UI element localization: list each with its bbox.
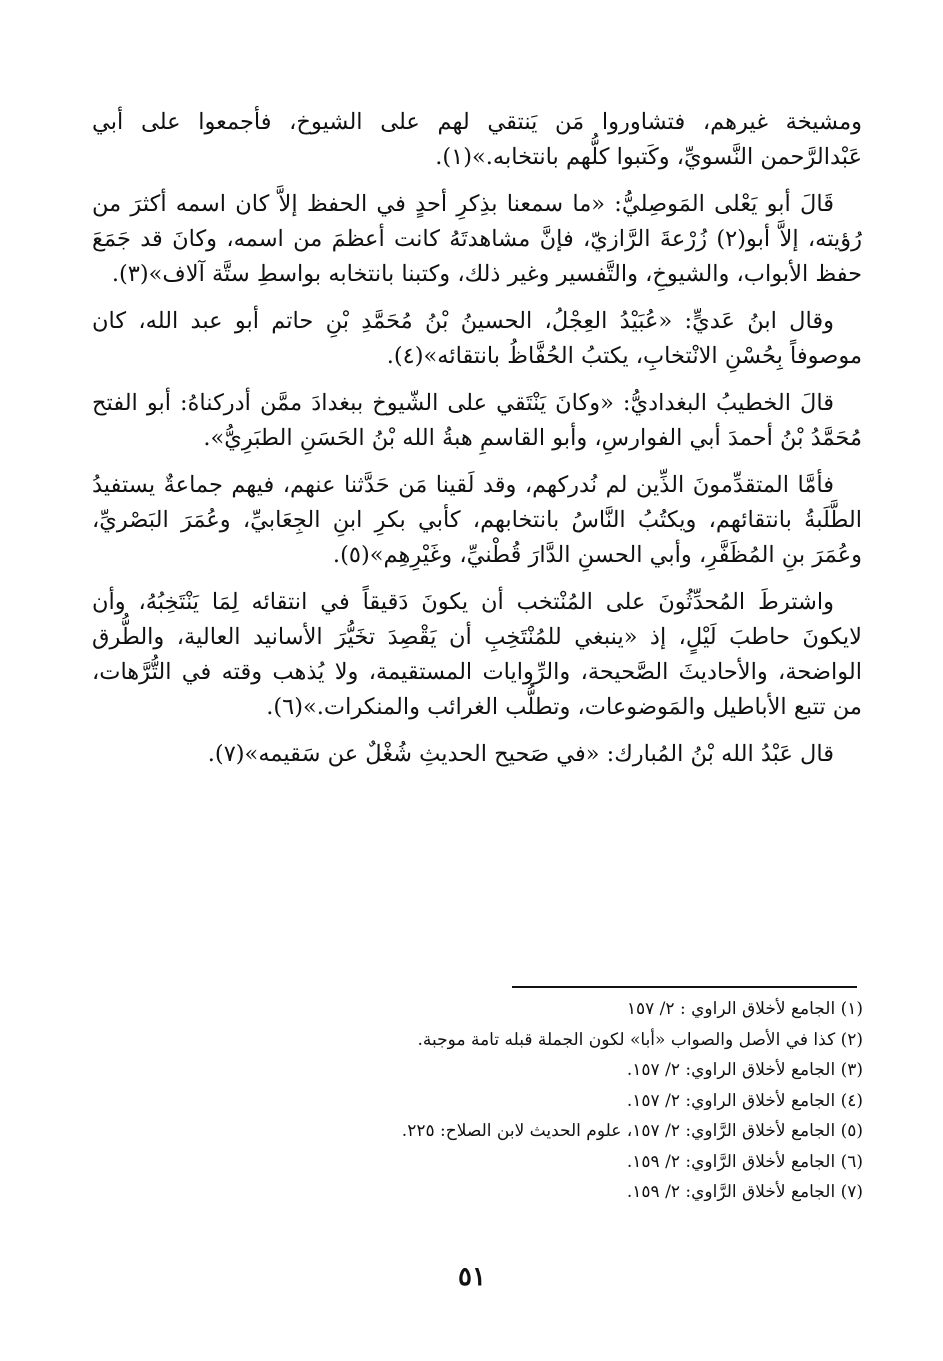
paragraph-5: فأمَّا المتقدِّمونَ الذِّين لم نُدركهم، وقد لَقينا مَن حَدَّثنا عنهم، فيهم جماعةٌ يستفيدُ الطَّلَبةُ بانتقائهم، ويكتُبُ النَّاسُ بانتخابهم، كأبي بكرِ ابنِ الجِعَابيِّ، وعُمَرَ البَصْريِّ، وعُمَرَ بنِ المُظَفَّرِ، وأبي الحسنِ الدَّارَ قُطْنيِّ، وغَيْرِهِم»(٥). xyxy=(92,472,862,568)
footnote-7: (٧) الجامع لأخلاق الرَّاوي: ٢/ ١٥٩. xyxy=(626,1182,863,1202)
paragraph-1: ومشيخة غيرهم، فتشاوروا مَن يَنتقي لهم على الشيوخ، فأجمعوا على أبي عَبْدالرَّحمن النَّسويِّ، وكَتبوا كلُّهم بانتخابه.»(١). xyxy=(92,109,862,170)
footnote-3: (٣) الجامع لأخلاق الراوي: ٢/ ١٥٧. xyxy=(626,1060,863,1080)
paragraph-2: قَالَ أبو يَعْلى المَوصِليُّ: «ما سمعنا بذِكرِ أحدٍ في الحفظ إلاَّ كان اسمه أكثرَ من رُؤيته، إلاَّ أبو(٢) زُرْعةَ الرَّازيّ، فإنَّ مشاهدتَهُ كانت أعظمَ من اسمه، وكانَ قد جَمَعَ حفظ الأبواب، والشيوخِ، والتَّفسير وغير ذلك، وكتبنا بانتخابه بواسطِ ستَّة آلاف»(٣). xyxy=(92,191,862,287)
footnote-4: (٤) الجامع لأخلاق الراوي: ٢/ ١٥٧. xyxy=(626,1090,863,1111)
main-text-body xyxy=(92,105,862,772)
footnote-6: (٦) الجامع لأخلاق الرَّاوي: ٢/ ١٥٩. xyxy=(626,1151,863,1172)
paragraph-7: قال عَبْدُ الله بْنُ المُبارك: «في صَحيح الحديثِ شُغْلٌ عن سَقيمه»(٧). xyxy=(207,741,834,767)
paragraph-6: واشترطَ المُحدِّثُونَ على المُنْتخب أن يكونَ دَقيقاً في انتقائه لِمَا يَنْتَخِبُهُ، وأن لايكونَ حاطبَ لَيْلٍ، إذ «ينبغي للمُنْتَخِبِ أن يَقْصِدَ تخَيُّرَ الأسانيد العالية، والطُّرق الواضحة، والأحاديثَ الصَّحيحة، والرِّوايات المستقيمة، ولا يُذهب وقته في التُّرَّهات، من تتبع الأباطيل والمَوضوعات، وتطلُّب الغرائب والمنكرات.»(٦). xyxy=(92,589,862,720)
footnote-2: (٢) كذا في الأصل والصواب «أبا» لكون الجملة قبله تامة موجبة. xyxy=(417,1029,863,1050)
footnote-5: (٥) الجامع لأخلاق الرَّاوي: ٢/ ١٥٧، علوم الحديث لابن الصلاح: ٢٢٥. xyxy=(401,1121,863,1141)
footnote-separator xyxy=(512,986,857,988)
page-number: ٥١ xyxy=(458,1262,486,1292)
paragraph-4: قالَ الخطيبُ البغداديُّ: «وكانَ يَنْتَقي على الشّيوخ ببغدادَ ممَّن أدركناهُ: أبو الفتح مُحَمَّدُ بْنُ أحمدَ أبي الفوارسِ، وأبو القاسمِ هبةُ الله بْنُ الحَسَنِ الطبَرِيُّ». xyxy=(92,390,862,451)
paragraph-3: وقال ابنُ عَديٍّ: «عُبَيْدُ العِجْلُ، الحسينُ بْنُ مُحَمَّدِ بْنِ حاتم أبو عبد الله، كان موصوفاً بِحُسْنِ الانْتخابِ، يكتبُ الحُفَّاظُ بانتقائه»(٤). xyxy=(92,308,862,369)
footnote-1: (١) الجامع لأخلاق الراوي : ٢/ ١٥٧ xyxy=(626,999,863,1019)
footnotes-section xyxy=(163,994,863,1208)
